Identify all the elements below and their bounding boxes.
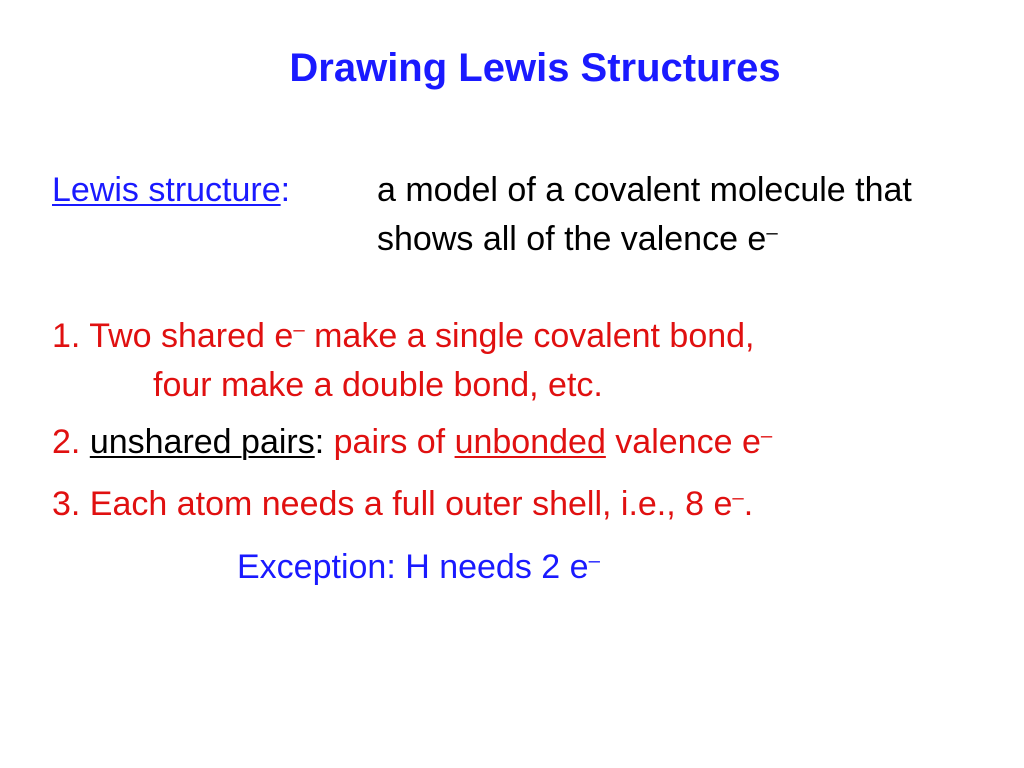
exception-text: Exception: H needs 2 e (237, 548, 589, 586)
exception (237, 550, 600, 584)
rule-3-text: 3. Each atom needs a full outer shell, i.e., 8 e (52, 485, 733, 523)
definition-term (52, 173, 290, 207)
definition-line-2 (377, 222, 778, 256)
definition-line-1: a model of a covalent molecule that (377, 171, 912, 209)
rule-2-num: 2. (52, 423, 90, 461)
rule-2 (52, 425, 772, 459)
minus-superscript: – (766, 221, 778, 244)
slide-title: Drawing Lewis Structures (289, 46, 781, 90)
definition-colon: : (280, 171, 291, 209)
definition-line-2-text: shows all of the valence e (377, 220, 767, 258)
rule-2-colon: : (314, 423, 325, 461)
rule-1-line-1 (52, 319, 755, 353)
rule-2-unbonded: unbonded (454, 423, 606, 461)
rule-2-text-post: valence e (605, 423, 761, 461)
minus-superscript: – (588, 549, 600, 572)
rule-3 (52, 487, 753, 521)
minus-superscript: – (732, 486, 744, 509)
minus-superscript: – (760, 424, 773, 447)
rule-1-pre: 1. Two shared e (52, 317, 294, 355)
minus-superscript: – (293, 318, 305, 341)
rule-1-post: make a single covalent bond, (304, 317, 755, 355)
rule-2-text-pre: pairs of (324, 423, 455, 461)
rule-3-end: . (743, 485, 754, 523)
rule-2-term: unshared pairs (89, 423, 315, 461)
rule-1-line-2: four make a double bond, etc. (153, 366, 603, 404)
definition-term-text: Lewis structure (52, 171, 281, 209)
